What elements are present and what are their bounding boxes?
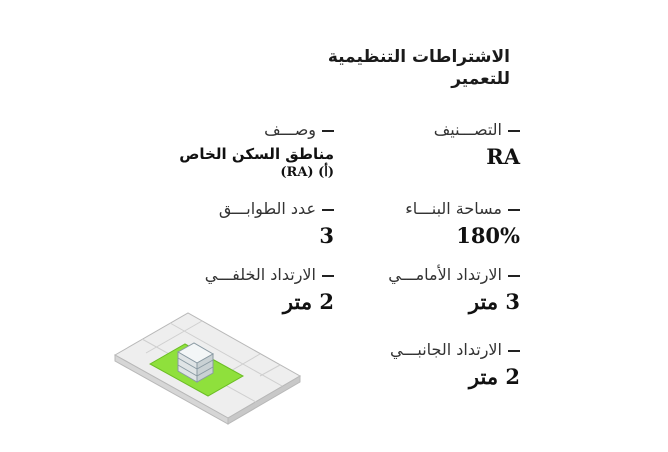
rear-setback-value: 2 متر [282, 289, 334, 314]
dash-icon [322, 209, 334, 211]
dash-icon [508, 350, 520, 352]
description-label: وصـــف [264, 120, 316, 139]
front-setback-item [388, 265, 520, 315]
description-value: مناطق السكن الخاص [179, 145, 334, 163]
building-area-value: 180% [456, 223, 520, 248]
front-setback-value: 3 متر [468, 289, 520, 314]
dash-icon [322, 275, 334, 277]
front-setback-label: الارتداد الأمامـــي [388, 265, 502, 284]
description-sub: (أ) (RA) [280, 165, 334, 180]
classification-value: RA [486, 144, 520, 169]
dash-icon [508, 130, 520, 132]
floors-value: 3 [319, 223, 334, 248]
rear-setback-label: الارتداد الخلفـــي [204, 265, 316, 284]
isometric-plot-diagram [110, 308, 315, 438]
building-area-item [405, 199, 520, 249]
side-setback-value: 2 متر [468, 364, 520, 389]
floors-label: عدد الطوابـــق [218, 199, 316, 218]
dash-icon [322, 130, 334, 132]
description-item [179, 120, 334, 180]
page-title [250, 46, 510, 90]
dash-icon [508, 209, 520, 211]
building-area-label: مساحة البنـــاء [405, 199, 502, 218]
title-line-1: الاشتراطات التنظيمية [327, 47, 510, 67]
classification-label: التصـــنيف [433, 120, 502, 139]
dash-icon [508, 275, 520, 277]
floors-item [219, 199, 334, 249]
classification-item [434, 120, 520, 170]
title-line-2: للتعمير [451, 69, 510, 89]
side-setback-item [390, 340, 520, 390]
side-setback-label: الارتداد الجانبـــي [389, 340, 502, 359]
